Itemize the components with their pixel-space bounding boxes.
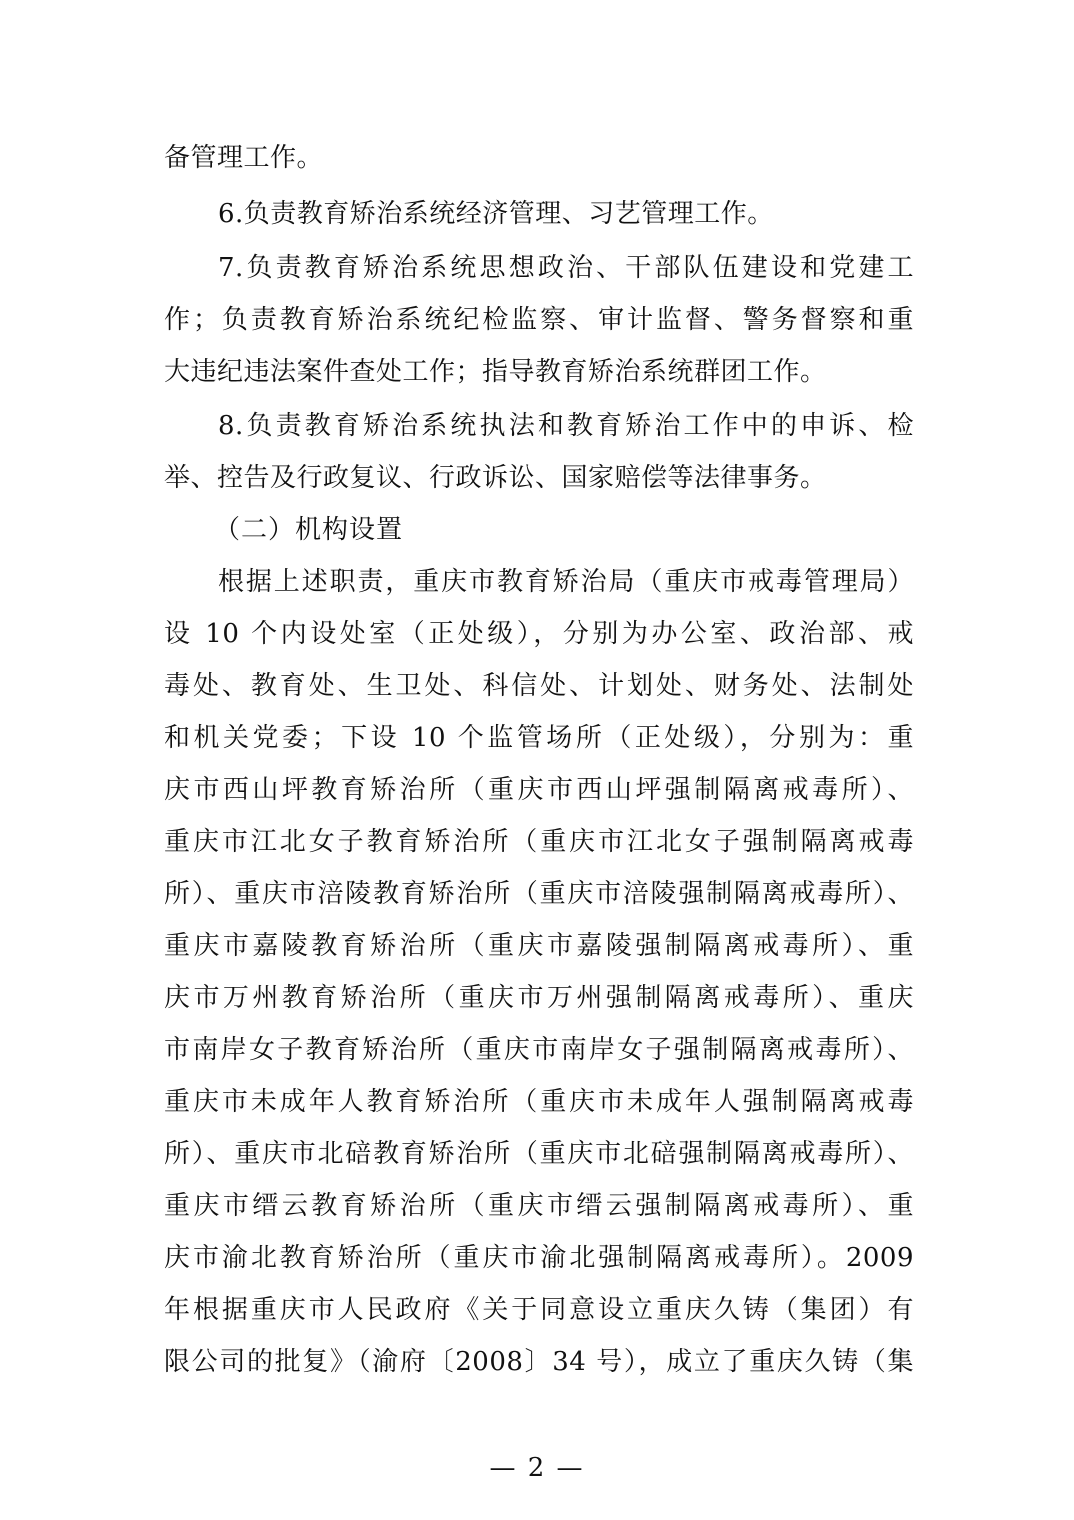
section-heading: （二）机构设置 (214, 515, 404, 545)
text-line-3: 7.负责教育矫治系统思想政治、干部队伍建设和党建工 (218, 253, 914, 283)
page-number: — 2 — (489, 1453, 585, 1483)
text-line-11: 毒处、教育处、生卫处、科信处、计划处、财务处、法制处 (164, 671, 914, 701)
text-line-10: 设 10 个内设处室（正处级），分别为办公室、政治部、戒 (164, 619, 914, 649)
text-line-13: 庆市西山坪教育矫治所（重庆市西山坪强制隔离戒毒所）、 (164, 775, 914, 805)
text-line-7: 举、控告及行政复议、行政诉讼、国家赔偿等法律事务。 (164, 463, 827, 493)
text-line-9: 根据上述职责，重庆市教育矫治局（重庆市戒毒管理局） (218, 567, 914, 597)
text-line-17: 庆市万州教育矫治所（重庆市万州强制隔离戒毒所）、重庆 (164, 983, 914, 1013)
text-line-19: 重庆市未成年人教育矫治所（重庆市未成年人强制隔离戒毒 (164, 1087, 914, 1117)
text-line-15: 所）、重庆市涪陵教育矫治所（重庆市涪陵强制隔离戒毒所）、 (164, 879, 914, 909)
text-line-4: 作；负责教育矫治系统纪检监察、审计监督、警务督察和重 (164, 305, 914, 335)
text-line-14: 重庆市江北女子教育矫治所（重庆市江北女子强制隔离戒毒 (164, 827, 914, 857)
text-line-1: 备管理工作。 (164, 143, 324, 173)
text-line-16: 重庆市嘉陵教育矫治所（重庆市嘉陵强制隔离戒毒所）、重 (164, 931, 914, 961)
text-line-12: 和机关党委；下设 10 个监管场所（正处级），分别为：重 (164, 723, 914, 753)
text-line-5: 大违纪违法案件查处工作；指导教育矫治系统群团工作。 (164, 357, 827, 387)
text-line-2: 6.负责教育矫治系统经济管理、习艺管理工作。 (218, 199, 774, 229)
text-line-21: 重庆市缙云教育矫治所（重庆市缙云强制隔离戒毒所）、重 (164, 1191, 914, 1221)
text-line-18: 市南岸女子教育矫治所（重庆市南岸女子强制隔离戒毒所）、 (164, 1035, 914, 1065)
text-line-23: 年根据重庆市人民政府《关于同意设立重庆久铸（集团）有 (164, 1295, 914, 1325)
text-line-22: 庆市渝北教育矫治所（重庆市渝北强制隔离戒毒所）。2009 (164, 1243, 914, 1273)
text-line-6: 8.负责教育矫治系统执法和教育矫治工作中的申诉、检 (218, 411, 914, 441)
text-line-20: 所）、重庆市北碚教育矫治所（重庆市北碚强制隔离戒毒所）、 (164, 1139, 914, 1169)
text-line-24: 限公司的批复》（渝府〔2008〕34 号），成立了重庆久铸（集 (164, 1347, 914, 1377)
